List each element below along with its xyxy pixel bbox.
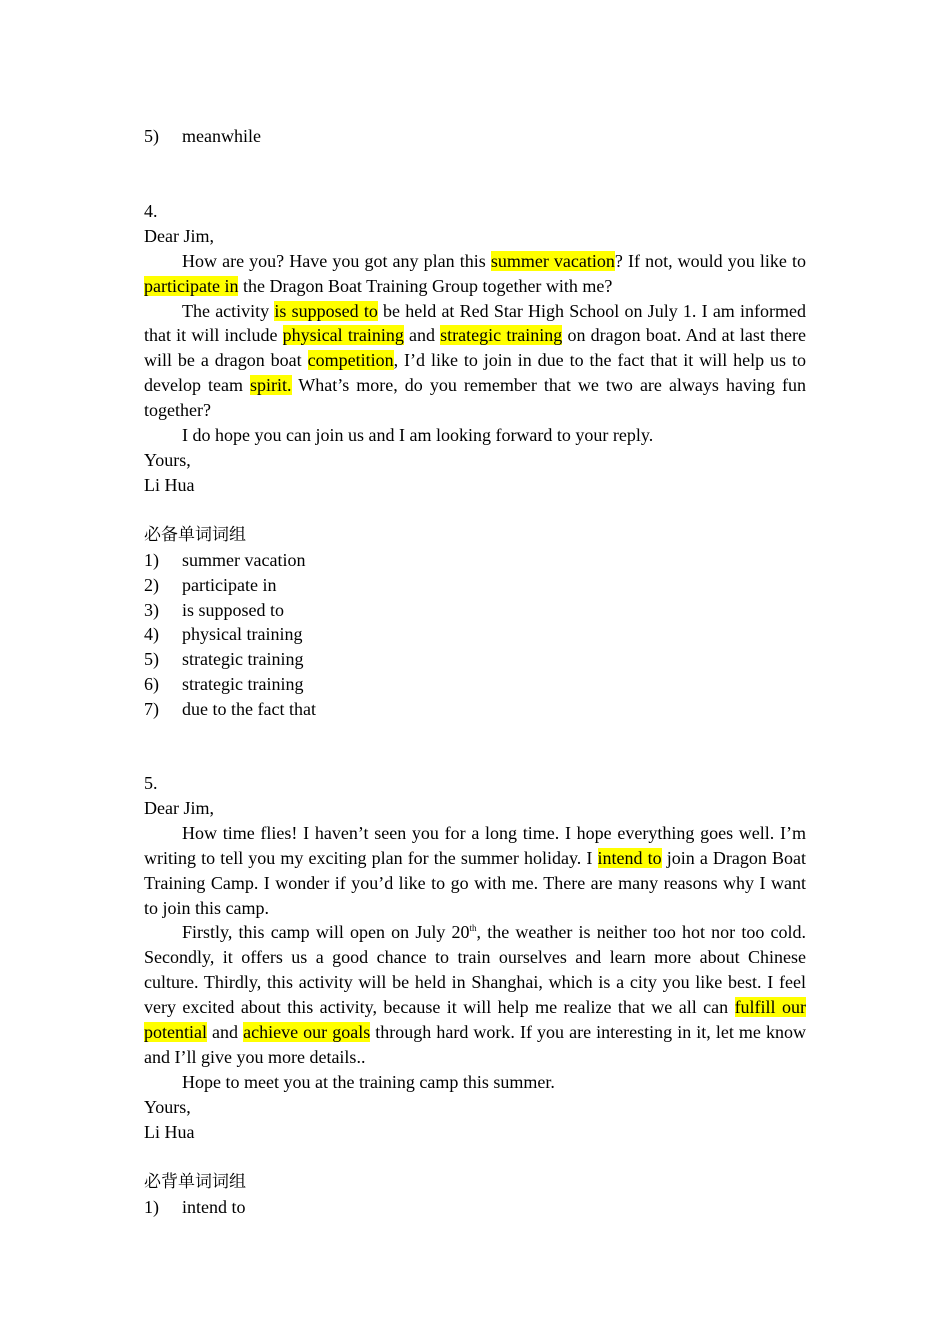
letter-4-paragraph-2 [144,299,806,424]
text-run: How are you? Have you got any plan this [182,250,491,271]
letter-4-paragraph-1 [144,249,806,299]
text-run: ? If not, would you like to [614,250,806,271]
document-content [144,124,806,1219]
list-item [144,672,806,697]
text-run: What’s more, do you remember that we two are always having fun together? [144,375,806,421]
highlight-intend-to: intend to [597,847,662,868]
highlight-physical-training: physical training [282,325,404,346]
list-item [144,697,806,722]
text-run: , the weather is neither too hot nor too cold. Secondly, it offers us a good chance to train ourselves and learn more about Chinese culture. Thirdly, this activity will be held in Shanghai, which is a city you like best. I feel very excited about this activity, because it will help me realize that we all can [144,922,807,1018]
list-item [144,598,806,623]
letter-5-paragraph-3: Hope to meet you at the training camp this summer. [182,1071,555,1092]
highlight-participate-in: participate in [144,275,239,296]
list-text: strategic training [182,649,304,670]
list-number: 6) [144,674,159,695]
highlight-competition: competition [307,350,394,371]
list-text: meanwhile [182,126,261,146]
highlight-strategic-training: strategic training [440,325,563,346]
list-text: physical training [182,624,303,645]
list-item [144,647,806,672]
list-number: 4) [144,624,159,645]
vocab-title-5: 必背单词词组 [144,1171,246,1192]
text-run: How time flies! I haven’t seen you for a long time. I hope everything goes well. I’m writing to tell you my exciting plan for the summer holiday. I [144,822,806,868]
letter-5-paragraph-1 [144,821,806,921]
list-text: due to the fact that [182,699,316,720]
list-number: 5) [144,649,159,670]
highlight-is-supposed-to: is supposed to [274,300,378,321]
text-run: the Dragon Boat Training Group together with me? [238,275,613,296]
text-run: through hard work. If you are interesting in it, let me know and I’ll give you more details.. [144,1022,806,1067]
letter-4-paragraph-3: I do hope you can join us and I am looking forward to your reply. [182,425,654,446]
highlight-achieve-our-goals: achieve our goals [243,1022,371,1043]
list-text: strategic training [182,674,304,695]
list-number: 7) [144,699,159,720]
list-number: 2) [144,574,159,595]
letter-5-signature: Li Hua [144,1121,195,1142]
highlight-spirit: spirit. [250,375,292,396]
text-run: and [403,325,441,346]
letter-4-closing: Yours, [144,449,191,470]
list-number: 5) [144,126,159,146]
list-text: participate in [182,574,277,595]
text-run: on dragon boat. And at last there will be a dragon boat [144,325,806,371]
list-number: 1) [144,1196,159,1217]
letter-4-signature: Li Hua [144,474,195,495]
list-number: 3) [144,599,159,620]
text-run: Firstly, this camp will open on July 20 [182,922,470,943]
text-run: join a Dragon Boat Training Camp. I wonder if you’d like to go with me. There are many reasons why I want to join this camp. [144,847,806,918]
list-item [144,1195,806,1220]
list-text: intend to [182,1196,246,1217]
letter-5-closing: Yours, [144,1096,191,1117]
list-item [144,124,806,149]
list-item [144,573,806,598]
superscript-th: th [469,923,477,934]
text-run: and [206,1022,244,1043]
vocab-list-5 [144,1195,806,1220]
text-run: be held at Red Star High School on July 1. I am informed that it will include [144,300,806,346]
vocab-title-4: 必备单词词组 [144,524,246,545]
section-number-4: 4. [144,200,158,221]
letter-5-paragraph-2 [144,920,806,1069]
vocab-list-4 [144,548,806,722]
list-item [144,622,806,647]
letter-4-greeting: Dear Jim, [144,225,214,246]
list-text: summer vacation [182,549,306,570]
text-run: The activity [182,300,275,321]
section-number-5: 5. [144,773,158,794]
highlight-fulfill-our-potential: fulfill our potential [144,997,806,1043]
letter-5-greeting: Dear Jim, [144,797,214,818]
list-text: is supposed to [182,599,285,620]
list-item [144,548,806,573]
list-number: 1) [144,549,159,570]
highlight-summer-vacation: summer vacation [490,250,615,271]
text-run: , I’d like to join in due to the fact that it will help us to develop team [144,350,806,396]
